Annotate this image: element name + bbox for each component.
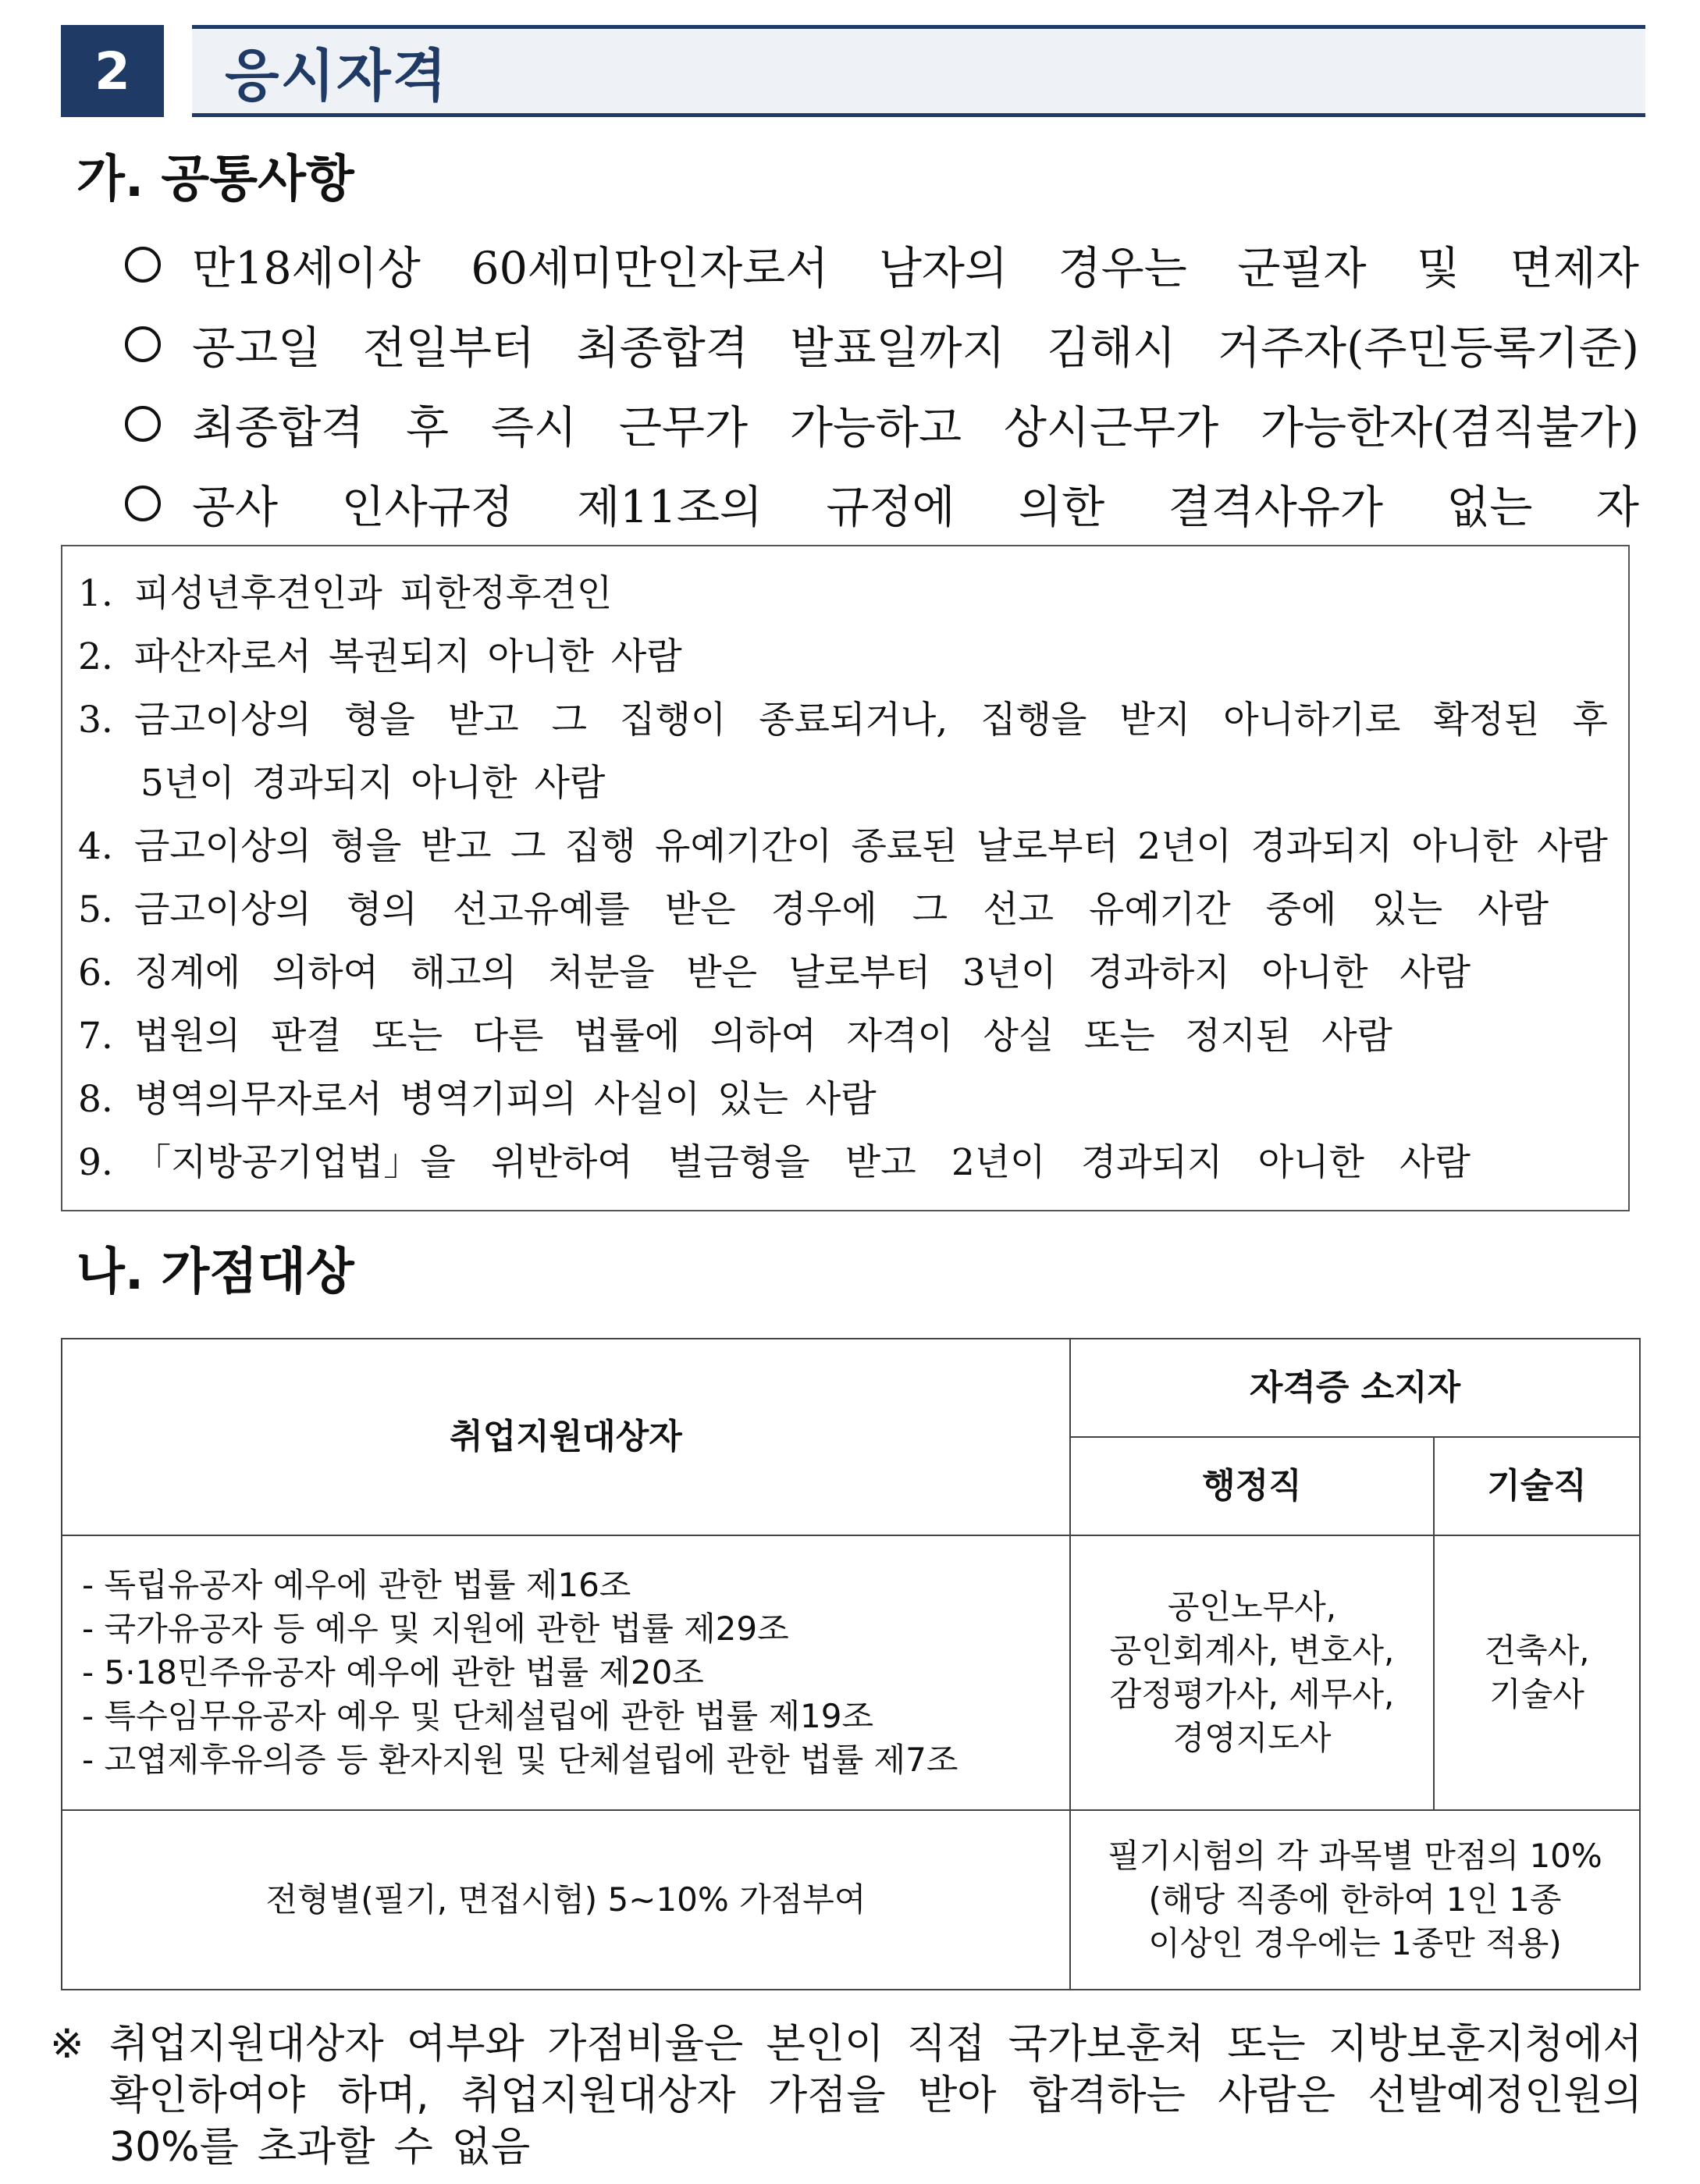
cert-bonus-line: 이상인 경우에는 1종만 적용) xyxy=(1148,1924,1562,1962)
word: 정지된 xyxy=(1185,1015,1292,1058)
word: 받고 xyxy=(420,825,492,868)
word: 30%를 xyxy=(109,2124,239,2171)
list-item xyxy=(78,1068,1611,1131)
word: 사람 xyxy=(1478,888,1549,931)
word: 집행이 xyxy=(620,699,727,742)
footnote-line xyxy=(50,2122,1642,2173)
word: 남자의 xyxy=(878,243,1008,294)
word: 가능하고 xyxy=(789,402,962,454)
word: 받은 xyxy=(686,951,758,994)
tech-certs-cell xyxy=(1434,1535,1640,1810)
admin-certs-cell xyxy=(1070,1535,1434,1810)
word: 벌금형을 xyxy=(667,1141,810,1184)
word: 있는 xyxy=(717,1078,788,1121)
word: 중에 xyxy=(1265,888,1337,931)
word: 아니한 xyxy=(1411,825,1518,868)
word: 금고이상의 xyxy=(134,699,312,742)
list-item xyxy=(78,815,1611,878)
word: 형을 xyxy=(330,825,402,868)
item-number: 2. xyxy=(78,635,113,678)
item-text xyxy=(134,1005,1611,1068)
circle-bullet-icon xyxy=(125,247,161,283)
word: 피성년후견인과 xyxy=(134,572,382,615)
word: 다른 xyxy=(472,1015,544,1058)
word: 2년이 xyxy=(951,1141,1046,1184)
item-text xyxy=(134,878,1611,941)
item-text xyxy=(134,815,1611,878)
word: 또는 xyxy=(1083,1015,1155,1058)
word: 초과할 xyxy=(257,2124,375,2171)
word: 위반하여 xyxy=(491,1141,633,1184)
word: 집행을 xyxy=(980,699,1087,742)
word: 취업지원대상자 xyxy=(461,2072,736,2119)
requirement-text xyxy=(192,471,1639,535)
word: 법률에 xyxy=(574,1015,681,1058)
word: 국가보훈처 xyxy=(1008,2021,1204,2068)
cert-line: 공인회계사, 변호사, xyxy=(1109,1631,1395,1670)
item-text xyxy=(134,688,1611,752)
word: 아니한 xyxy=(487,635,594,678)
word: 발표일까지 xyxy=(790,322,1005,374)
word: 경과되지 xyxy=(1250,825,1392,868)
footnote-line xyxy=(50,2070,1642,2122)
word: 경과하지 xyxy=(1088,951,1230,994)
word: 그 xyxy=(551,699,588,742)
law-item: - 국가유공자 등 예우 및 지원에 관한 법률 제29조 xyxy=(82,1610,789,1648)
header-tech: 기술직 xyxy=(1434,1437,1640,1535)
cert-line: 감정평가사, 세무사, xyxy=(1109,1675,1395,1713)
word: 유예기간 xyxy=(1088,888,1231,931)
header-target: 취업지원대상자 xyxy=(62,1339,1070,1535)
word: 사람 xyxy=(610,635,682,678)
item-text xyxy=(134,625,1611,688)
circle-bullet-icon xyxy=(125,326,161,362)
law-item: - 고엽제후유의증 등 환자지원 및 단체설립에 관한 법률 제7조 xyxy=(82,1741,958,1779)
target-bonus-cell: 전형별(필기, 면접시험) 5~10% 가점부여 xyxy=(62,1810,1070,1990)
word: 유예기간이 xyxy=(655,825,833,868)
word: 최종합격 xyxy=(192,402,365,454)
word: 병역기피의 xyxy=(399,1078,577,1121)
list-item xyxy=(78,941,1611,1005)
word: 「지방공기업법」을 xyxy=(134,1141,456,1184)
cert-bonus-line: (해당 직종에 한하여 1인 1종 xyxy=(1148,1880,1562,1919)
word: 그 xyxy=(912,888,948,931)
word: 결격사유가 xyxy=(1168,482,1383,533)
item-number: 6. xyxy=(78,951,113,994)
list-item xyxy=(125,384,1639,464)
word: 여부와 xyxy=(407,2021,525,2068)
word: 아니한 xyxy=(1257,1141,1364,1184)
word: 집행 xyxy=(564,825,636,868)
word: 만18세이상 xyxy=(192,243,421,294)
circle-bullet-icon xyxy=(125,406,161,442)
word: 형을 xyxy=(344,699,415,742)
word: 하며, xyxy=(337,2072,429,2119)
word: 사실이 xyxy=(593,1078,701,1121)
footnote xyxy=(50,2019,1642,2173)
cert-bonus-line: 필기시험의 각 과목별 만점의 10% xyxy=(1108,1837,1602,1875)
reference-mark: ※ xyxy=(50,2021,84,2068)
word: 피한정후견인 xyxy=(399,572,613,615)
word: 즉시 xyxy=(490,402,578,454)
word: 파산자로서 xyxy=(134,635,312,678)
law-item: - 5·18민주유공자 예우에 관한 법률 제20조 xyxy=(82,1653,704,1691)
word: 없음 xyxy=(451,2124,531,2171)
word: 거주자(주민등록기준) xyxy=(1217,322,1639,374)
word: 수 xyxy=(393,2124,433,2171)
list-item xyxy=(78,1005,1611,1068)
word: 최종합격 xyxy=(576,322,749,374)
list-item xyxy=(78,688,1611,752)
bonus-table xyxy=(61,1338,1641,1990)
word: 사람 xyxy=(1537,825,1608,868)
word: 전일부터 xyxy=(362,322,535,374)
word: 또는 xyxy=(1227,2021,1306,2068)
word: 인사규정 xyxy=(341,482,514,533)
word: 종료된 xyxy=(851,825,958,868)
word: 2년이 xyxy=(1137,825,1232,868)
item-number: 5. xyxy=(78,888,113,931)
laws-cell xyxy=(62,1535,1070,1810)
cert-line: 기술사 xyxy=(1489,1675,1584,1713)
list-item-continuation xyxy=(78,752,1611,815)
word: 경우에 xyxy=(770,888,877,931)
item-number: 1. xyxy=(78,572,113,615)
section-title-bar xyxy=(192,25,1645,117)
word: 직접 xyxy=(906,2021,986,2068)
word: 60세미만인자로서 xyxy=(471,243,829,294)
word: 날로부터 xyxy=(788,951,931,994)
requirement-text xyxy=(192,312,1639,376)
law-item: - 독립유공자 예우에 관한 법률 제16조 xyxy=(82,1566,631,1604)
word: 3년이 xyxy=(962,951,1057,994)
item-number: 4. xyxy=(78,825,113,868)
law-item: - 특수임무유공자 예우 및 단체설립에 관한 법률 제19조 xyxy=(82,1697,874,1735)
word: 상실 xyxy=(983,1015,1054,1058)
cert-line: 경영지도사 xyxy=(1172,1719,1332,1757)
word: 합격하는 xyxy=(1028,2072,1186,2119)
item-number: 7. xyxy=(78,1015,113,1058)
word: 날로부터 xyxy=(976,825,1119,868)
word: 후 xyxy=(406,402,450,454)
header-admin: 행정직 xyxy=(1070,1437,1434,1535)
word: 아니한 xyxy=(1261,951,1368,994)
footnote-line xyxy=(50,2019,1642,2070)
word: 그 xyxy=(510,825,546,868)
list-item xyxy=(78,1131,1611,1194)
word: 지방보훈지청에서 xyxy=(1328,2021,1642,2068)
word: 받고 xyxy=(447,699,519,742)
word: 사람 xyxy=(1399,1141,1471,1184)
item-text xyxy=(134,562,1611,625)
word: 선고유예를 xyxy=(452,888,630,931)
word: 사람 xyxy=(1399,951,1471,994)
cert-bonus-cell xyxy=(1070,1810,1640,1990)
list-item xyxy=(78,625,1611,688)
word: 선발예정인원의 xyxy=(1367,2072,1642,2119)
word: 판결 xyxy=(270,1015,342,1058)
word: 금고이상의 xyxy=(134,825,312,868)
law-list xyxy=(63,1563,1069,1782)
word: 취업지원대상자 xyxy=(109,2021,384,2068)
word: 제11조의 xyxy=(577,482,763,533)
section-number: 2 xyxy=(61,25,164,117)
word: 5년이 xyxy=(140,762,235,805)
word: 징계에 xyxy=(134,951,241,994)
word: 병역의무자로서 xyxy=(134,1078,382,1121)
requirement-text xyxy=(192,233,1639,297)
circle-bullet-icon xyxy=(125,486,161,521)
list-item xyxy=(125,464,1639,543)
item-number: 3. xyxy=(78,699,113,742)
disqualification-box xyxy=(61,545,1630,1211)
item-text xyxy=(134,1131,1611,1194)
list-item xyxy=(125,225,1639,304)
word: 가능한자(겸직불가) xyxy=(1260,402,1639,454)
word: 받지 xyxy=(1119,699,1191,742)
cert-line: 건축사, xyxy=(1484,1631,1590,1670)
word: 경과되지 xyxy=(1080,1141,1223,1184)
bonus-heading: 나. 가점대상 xyxy=(76,1243,354,1301)
header-cert-holder: 자격증 소지자 xyxy=(1070,1339,1640,1437)
word: 사람은 xyxy=(1218,2072,1335,2119)
common-heading: 가. 공통사항 xyxy=(76,151,354,208)
word: 사람 xyxy=(1321,1015,1392,1058)
cert-line: 공인노무사, xyxy=(1167,1588,1337,1626)
word: 공고일 xyxy=(192,322,322,374)
list-item xyxy=(125,304,1639,384)
item-text xyxy=(134,1068,1611,1131)
word: 상시근무가 xyxy=(1003,402,1219,454)
word: 김해시 xyxy=(1047,322,1176,374)
list-item xyxy=(78,562,1611,625)
word: 후 xyxy=(1572,699,1608,742)
section-title: 응시자격 xyxy=(225,43,449,108)
word: 없는 xyxy=(1446,482,1533,533)
word: 근무가 xyxy=(618,402,749,454)
word: 또는 xyxy=(372,1015,443,1058)
item-number: 9. xyxy=(78,1141,113,1184)
word: 사람 xyxy=(805,1078,877,1121)
item-text xyxy=(134,941,1611,1005)
word: 가점비율은 xyxy=(547,2021,744,2068)
word: 자격이 xyxy=(846,1015,953,1058)
word: 및 xyxy=(1417,243,1460,294)
word: 의하여 xyxy=(272,951,379,994)
word: 해고의 xyxy=(410,951,517,994)
word: 금고이상의 xyxy=(134,888,312,931)
requirement-text xyxy=(192,392,1639,456)
word: 복권되지 xyxy=(329,635,471,678)
word: 있는 xyxy=(1371,888,1443,931)
word: 규정에 xyxy=(826,482,955,533)
common-requirements-list xyxy=(125,225,1639,543)
word: 받아 xyxy=(918,2072,997,2119)
word: 군필자 xyxy=(1237,243,1367,294)
word: 형의 xyxy=(347,888,418,931)
word: 확인하여야 xyxy=(109,2072,306,2119)
word: 처분을 xyxy=(548,951,655,994)
word: 가점을 xyxy=(767,2072,886,2119)
word: 자 xyxy=(1595,482,1639,533)
item-number: 8. xyxy=(78,1078,113,1121)
word: 본인이 xyxy=(766,2021,884,2068)
word: 법원의 xyxy=(134,1015,241,1058)
word: 아니하기로 xyxy=(1223,699,1401,742)
word: 사람 xyxy=(534,762,606,805)
word: 의하여 xyxy=(710,1015,817,1058)
word: 의한 xyxy=(1019,482,1105,533)
word: 경과되지 xyxy=(251,762,394,805)
word: 공사 xyxy=(192,482,279,533)
list-item xyxy=(78,878,1611,941)
word: 확정된 xyxy=(1433,699,1540,742)
word: 아니한 xyxy=(411,762,517,805)
word: 종료되거나, xyxy=(759,699,948,742)
item-text xyxy=(140,752,1611,815)
word: 경우는 xyxy=(1058,243,1187,294)
word: 받고 xyxy=(845,1141,916,1184)
word: 선고 xyxy=(983,888,1054,931)
word: 받은 xyxy=(664,888,736,931)
word: 면제자 xyxy=(1510,243,1639,294)
